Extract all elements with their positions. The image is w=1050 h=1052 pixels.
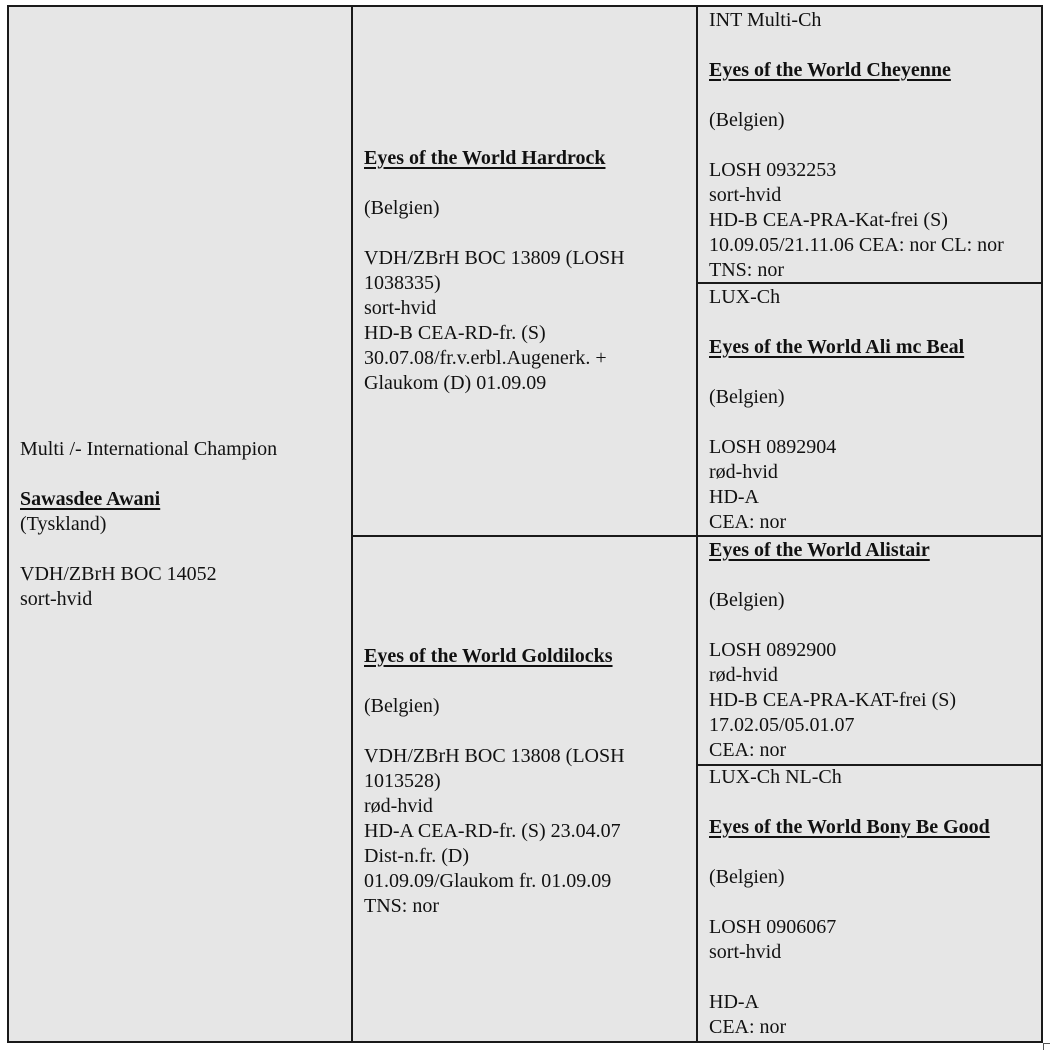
grandparent-2-health-line1: HD-A xyxy=(709,486,759,508)
grandparent-1-health-line1: HD-B CEA-PRA-Kat-frei (S) xyxy=(709,209,948,231)
sire-health-line2: 30.07.08/fr.v.erbl.Augenerk. + xyxy=(364,347,607,369)
main-dog-cell xyxy=(9,7,352,1041)
main-dog-reg: VDH/ZBrH BOC 14052 xyxy=(20,563,217,585)
sire-reg-line2: 1038335) xyxy=(364,272,441,294)
grandparent-3-health-line1: HD-B CEA-PRA-KAT-frei (S) xyxy=(709,689,957,711)
grandparent-1-reg: LOSH 0932253 xyxy=(709,159,837,181)
table-border-bottom xyxy=(7,1041,1043,1043)
dam-cell xyxy=(353,537,696,1041)
grandparent-3-color: rød-hvid xyxy=(709,664,778,686)
grandparent-1-color: sort-hvid xyxy=(709,184,782,206)
grandparent-2-health-line2: CEA: nor xyxy=(709,511,787,533)
grandparent-4-cell xyxy=(697,766,1041,1041)
table-border-top xyxy=(7,5,1043,7)
main-dog-color: sort-hvid xyxy=(20,588,93,610)
main-dog-title: Multi /- International Champion xyxy=(20,438,278,460)
dam-health-line1: HD-A CEA-RD-fr. (S) 23.04.07 xyxy=(364,820,621,842)
grandparent-1-health-line2: 10.09.05/21.11.06 CEA: nor CL: nor xyxy=(709,234,1004,256)
column-divider-1 xyxy=(351,5,353,1043)
sire-reg-line1: VDH/ZBrH BOC 13809 (LOSH xyxy=(364,247,625,269)
grandparent-3-health-line2: 17.02.05/05.01.07 xyxy=(709,714,855,736)
grandparent-1-cell xyxy=(697,7,1041,282)
row-divider-lower xyxy=(696,764,1043,766)
grandparent-3-reg: LOSH 0892900 xyxy=(709,639,837,661)
grandparent-4-title: LUX-Ch NL-Ch xyxy=(709,766,842,788)
grandparent-3-cell xyxy=(697,537,1041,764)
dam-health-line2: Dist-n.fr. (D) xyxy=(364,845,469,867)
grandparent-4-reg: LOSH 0906067 xyxy=(709,916,837,938)
grandparent-3-health-line3: CEA: nor xyxy=(709,739,787,761)
grandparent-4-color: sort-hvid xyxy=(709,941,782,963)
grandparent-4-health-line1: HD-A xyxy=(709,991,759,1013)
dam-name: Eyes of the World Goldilocks xyxy=(364,645,613,667)
grandparent-2-color: rød-hvid xyxy=(709,461,778,483)
main-dog-country: (Tyskland) xyxy=(20,513,107,535)
dam-reg-line2: 1013528) xyxy=(364,770,441,792)
grandparent-2-reg: LOSH 0892904 xyxy=(709,436,837,458)
sire-name: Eyes of the World Hardrock xyxy=(364,147,606,169)
grandparent-4-country: (Belgien) xyxy=(709,866,785,888)
sire-health-line1: HD-B CEA-RD-fr. (S) xyxy=(364,322,546,344)
grandparent-2-name: Eyes of the World Ali mc Beal xyxy=(709,336,965,358)
sire-health-line3: Glaukom (D) 01.09.09 xyxy=(364,372,547,394)
table-border-right xyxy=(1041,5,1043,1043)
grandparent-2-country: (Belgien) xyxy=(709,386,785,408)
dam-health-line4: TNS: nor xyxy=(364,895,439,917)
dam-country: (Belgien) xyxy=(364,695,440,717)
dam-health-line3: 01.09.09/Glaukom fr. 01.09.09 xyxy=(364,870,612,892)
grandparent-2-title: LUX-Ch xyxy=(709,286,781,308)
grandparent-1-country: (Belgien) xyxy=(709,109,785,131)
grandparent-3-country: (Belgien) xyxy=(709,589,785,611)
grandparent-1-title: INT Multi-Ch xyxy=(709,9,822,31)
grandparent-2-cell xyxy=(697,284,1041,535)
column-divider-2 xyxy=(696,5,698,1043)
grandparent-1-health-line3: TNS: nor xyxy=(709,259,784,281)
table-border-left xyxy=(7,5,9,1043)
sire-country: (Belgien) xyxy=(364,197,440,219)
grandparent-1-name: Eyes of the World Cheyenne xyxy=(709,59,951,81)
grandparent-3-name: Eyes of the World Alistair xyxy=(709,539,930,561)
dam-color: rød-hvid xyxy=(364,795,433,817)
page-corner-mark xyxy=(1043,1043,1050,1050)
main-dog-name: Sawasdee Awani xyxy=(20,488,161,510)
grandparent-4-health-line2: CEA: nor xyxy=(709,1016,787,1038)
dam-reg-line1: VDH/ZBrH BOC 13808 (LOSH xyxy=(364,745,625,767)
row-divider-middle xyxy=(351,535,1043,537)
sire-cell xyxy=(353,7,696,535)
row-divider-upper xyxy=(696,282,1043,284)
grandparent-4-name: Eyes of the World Bony Be Good xyxy=(709,816,990,838)
sire-color: sort-hvid xyxy=(364,297,437,319)
